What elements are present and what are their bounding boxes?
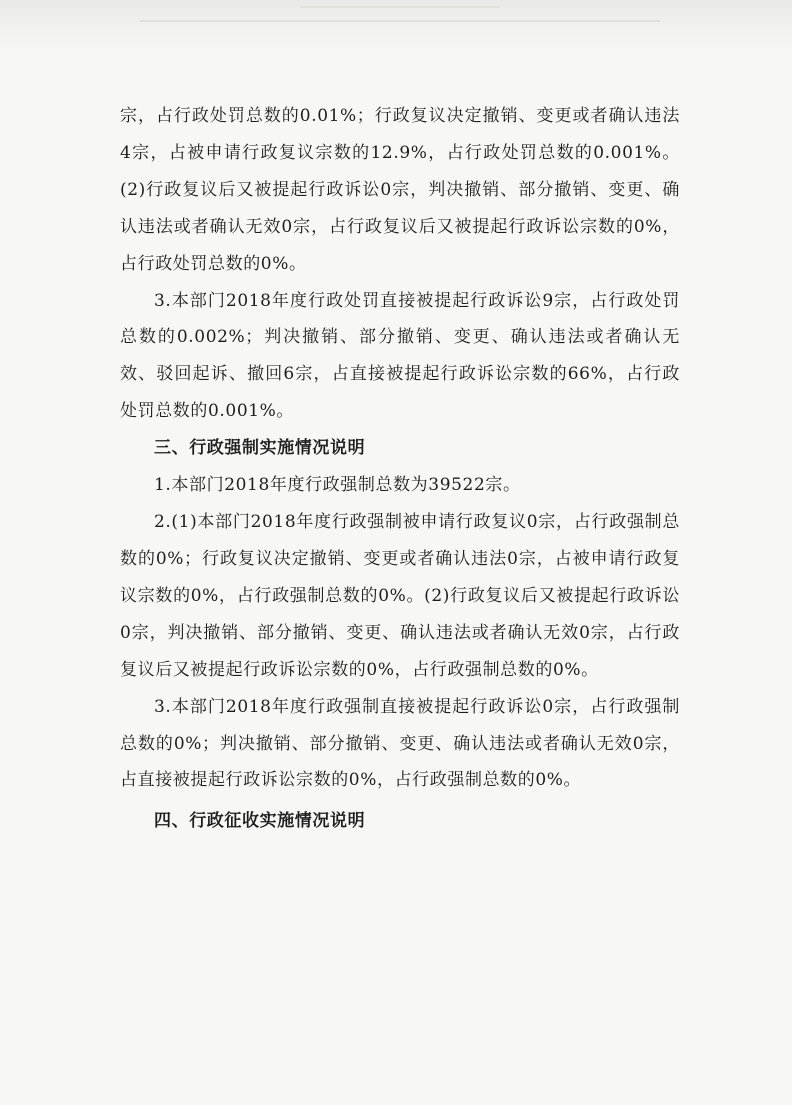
paragraph-penalty-litigation: 3.本部门2018年度行政处罚直接被提起行政诉讼9宗，占行政处罚总数的0.002%；判决撤销、部分撤销、变更、确认违法或者确认无效、驳回起诉、撤回6宗，占直接被提起行政诉讼宗数的66%，占行政处罚总数的0.001%。 [120,290,680,422]
document-body [120,98,680,840]
paragraph-enforcement-litigation: 3.本部门2018年度行政强制直接被提起行政诉讼0宗，占行政强制总数的0%；判决撤销、部分撤销、变更、确认违法或者确认无效0宗，占直接被提起行政诉讼宗数的0%，占行政强制总数的0%。 [120,696,680,791]
section-heading-levy: 四、行政征收实施情况说明 [154,811,366,832]
paragraph-enforcement-total: 1.本部门2018年度行政强制总数为39522宗。 [154,475,521,496]
scan-edge-shadow [0,0,792,52]
paragraph-continued: 宗，占行政处罚总数的0.01%；行政复议决定撤销、变更或者确认违法4宗，占被申请行政复议宗数的12.9%，占行政处罚总数的0.001%。(2)行政复议后又被提起行政诉讼0宗，判决撤销、部分撤销、变更、确认违法或者确认无效0宗，占行政复议后又被提起行政诉讼宗数的0%，占行政处罚总数的0%。 [120,106,680,274]
section-heading-enforcement: 三、行政强制实施情况说明 [154,438,366,459]
paragraph-enforcement-review: 2.(1)本部门2018年度行政强制被申请行政复议0宗，占行政强制总数的0%；行政复议决定撤销、变更或者确认违法0宗，占被申请行政复议宗数的0%，占行政强制总数的0%。(2)行政复议后又被提起行政诉讼0宗，判决撤销、部分撤销、变更、确认违法或者确认无效0宗，占行政复议后又被提起行政诉讼宗数的0%，占行政强制总数的0%。 [120,512,680,680]
